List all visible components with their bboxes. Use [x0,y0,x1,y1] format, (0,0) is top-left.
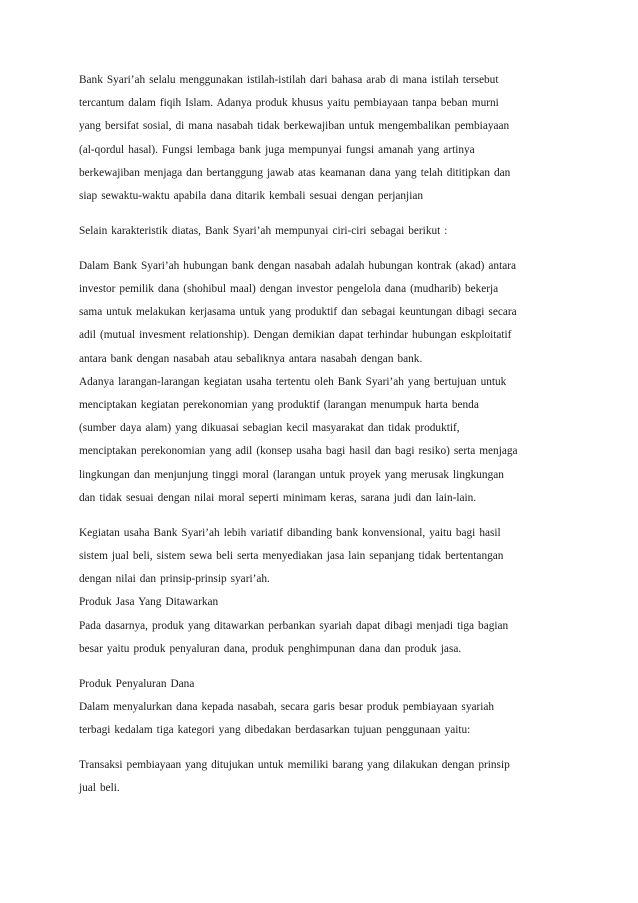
paragraph-ciri-ciri-intro [79,220,579,243]
paragraph-gap [79,510,579,522]
text-line: (al-qordul hasal). Fungsi lembaga bank juga mempunyai fungsi amanah yang artinya [79,143,475,156]
text-line: menciptakan kegiatan perekonomian yang produktif (larangan menumpuk harta benda [79,399,479,412]
text-line: Adanya larangan-larangan kegiatan usaha tertentu oleh Bank Syari’ah yang bertujuan untuk [79,375,507,388]
text-line: Pada dasarnya, produk yang ditawarkan perbankan syariah dapat dibagi menjadi tiga bagian [79,619,509,632]
paragraph-gap [79,742,579,754]
text-line: yang bersifat sosial, di mana nasabah tidak berkewajiban untuk mengembalikan pembiayaan [79,120,510,133]
text-line: menciptakan perekonomian yang adil (konsep usaha bagi hasil dan bagi resiko) serta menjaga [79,445,518,458]
text-line: adil (mutual invesment relationship). Dengan demikian dapat terhindar hubungan eskploitatif [79,329,512,342]
text-line: tercantum dalam fiqih Islam. Adanya produk khusus yaitu pembiayaan tanpa beban murni [79,97,499,110]
paragraph-gap [79,661,579,673]
paragraph-kegiatan-usaha [79,522,579,661]
paragraph-karakteristik-istilah [79,69,579,208]
text-line: Dalam menyalurkan dana kepada nasabah, secara garis besar produk pembiayaan syariah [79,700,495,713]
text-line: besar yaitu produk penyaluran dana, produk penghimpunan dana dan produk jasa. [79,642,462,655]
text-line: antara bank dengan nasabah atau sebaliknya antara nasabah dengan bank. [79,352,423,365]
document-body [79,69,579,800]
text-line: sama untuk melakukan kerjasama untuk yang produktif dan sebagai keuntungan dibagi secara [79,306,517,319]
text-line: dan tidak sesuai dengan nilai moral seperti minimam keras, sarana judi dan lain-lain. [79,491,477,504]
text-line: jual beli. [79,782,120,795]
text-line: berkewajiban menjaga dan bertanggung jawab atas keamanan dana yang telah dititipkan dan [79,166,511,179]
text-line: lingkungan dan menjunjung tinggi moral (larangan untuk proyek yang merusak lingkungan [79,468,504,481]
text-line: dengan nilai dan prinsip-prinsip syari’ah. [79,573,270,586]
section-heading: Produk Jasa Yang Ditawarkan [79,596,219,609]
text-line: Dalam Bank Syari’ah hubungan bank dengan nasabah adalah hubungan kontrak (akad) antara [79,259,516,272]
text-line: (sumber daya alam) yang dikuasai sebagian kecil masyarakat dan tidak produktif, [79,422,460,435]
paragraph-gap [79,208,579,220]
text-line: terbagi kedalam tiga kategori yang dibedakan berdasarkan tujuan penggunaan yaitu: [79,724,471,737]
paragraph-ciri-ciri-detail [79,255,579,510]
text-line: sistem jual beli, sistem sewa beli serta menyediakan jasa lain sepanjang tidak bertentangan [79,549,504,562]
paragraph-penyaluran-dana [79,673,579,743]
paragraph-gap [79,243,579,255]
text-line: Bank Syari’ah selalu menggunakan istilah-istilah dari bahasa arab di mana istilah tersebut [79,74,499,86]
text-line: Kegiatan usaha Bank Syari’ah lebih variatif dibanding bank konvensional, yaitu bagi hasil [79,526,501,539]
section-heading: Produk Penyaluran Dana [79,677,195,690]
text-line: Selain karakteristik diatas, Bank Syari’ah mempunyai ciri-ciri sebagai berikut : [79,224,448,237]
text-line: investor pemilik dana (shohibul maal) dengan investor pengelola dana (mudharib) bekerja [79,283,499,296]
text-line: siap sewaktu-waktu apabila dana ditarik kembali sesuai dengan perjanjian [79,189,423,202]
paragraph-transaksi-pembiayaan [79,754,579,800]
text-line: Transaksi pembiayaan yang ditujukan untuk memiliki barang yang dilakukan dengan prinsip [79,759,510,772]
